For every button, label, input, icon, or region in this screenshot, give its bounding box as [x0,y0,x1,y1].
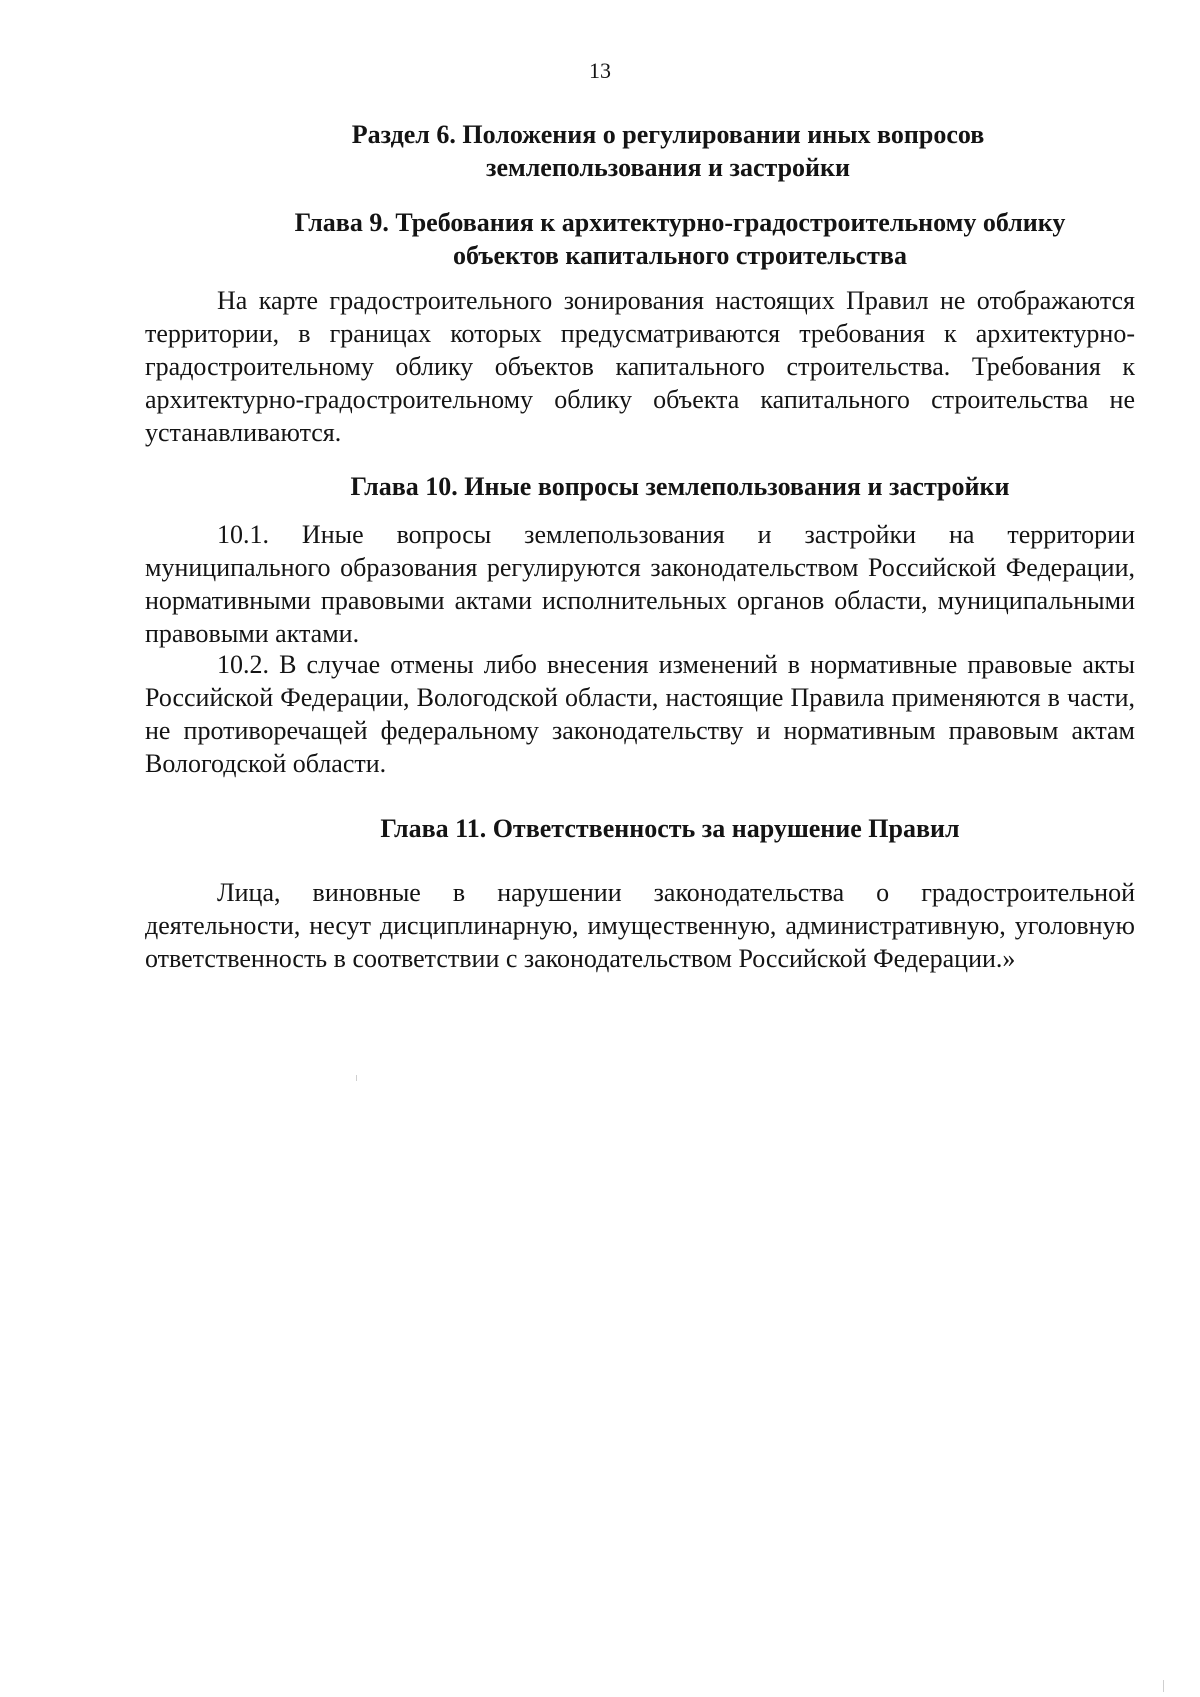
chapter-10-paragraph-1: 10.1. Иные вопросы землепользования и застройки на территории муниципального образования регулируются законодательством Российской Федерации, нормативными правовыми актами исполнительных органов области, муниципальными правовыми актами. [145,520,1135,648]
page-number: 13 [589,58,611,83]
section-heading-line-2: землепользования и застройки [486,153,850,182]
chapter-11-heading: Глава 11. Ответственность за нарушение Правил [380,814,960,843]
chapter-9-heading [240,206,1120,272]
chapter-11-paragraph: Лица, виновные в нарушении законодательства о градостроительной деятельности, несут дисциплинарную, имущественную, административную, уголовную ответственность в соответствии с законодательством Российской Федерации.» [145,878,1135,973]
chapter-10-heading: Глава 10. Иные вопросы землепользования и застройки [350,472,1010,501]
section-heading-line-1: Раздел 6. Положения о регулировании иных вопросов [351,120,985,149]
scan-speck [356,1075,357,1081]
chapter-9-heading-line-2: объектов капитального строительства [453,241,907,270]
scan-speck [1163,1680,1164,1692]
chapter-9-heading-line-1: Глава 9. Требования к архитектурно-градостроительному облику [294,208,1066,237]
section-heading [318,118,1018,184]
chapter-10-paragraph-2: 10.2. В случае отмены либо внесения изменений в нормативные правовые акты Российской Федерации, Вологодской области, настоящие Правила применяются в части, не противоречащей федеральному законодательству и нормативным правовым актам Вологодской области. [145,650,1135,778]
chapter-9-paragraph: На карте градостроительного зонирования настоящих Правил не отображаются территории, в границах которых предусматриваются требования к архитектурно-градостроительному облику объектов капитального строительства. Требования к архитектурно-градостроительному облику объекта капитального строительства не устанавливаются. [145,286,1135,447]
